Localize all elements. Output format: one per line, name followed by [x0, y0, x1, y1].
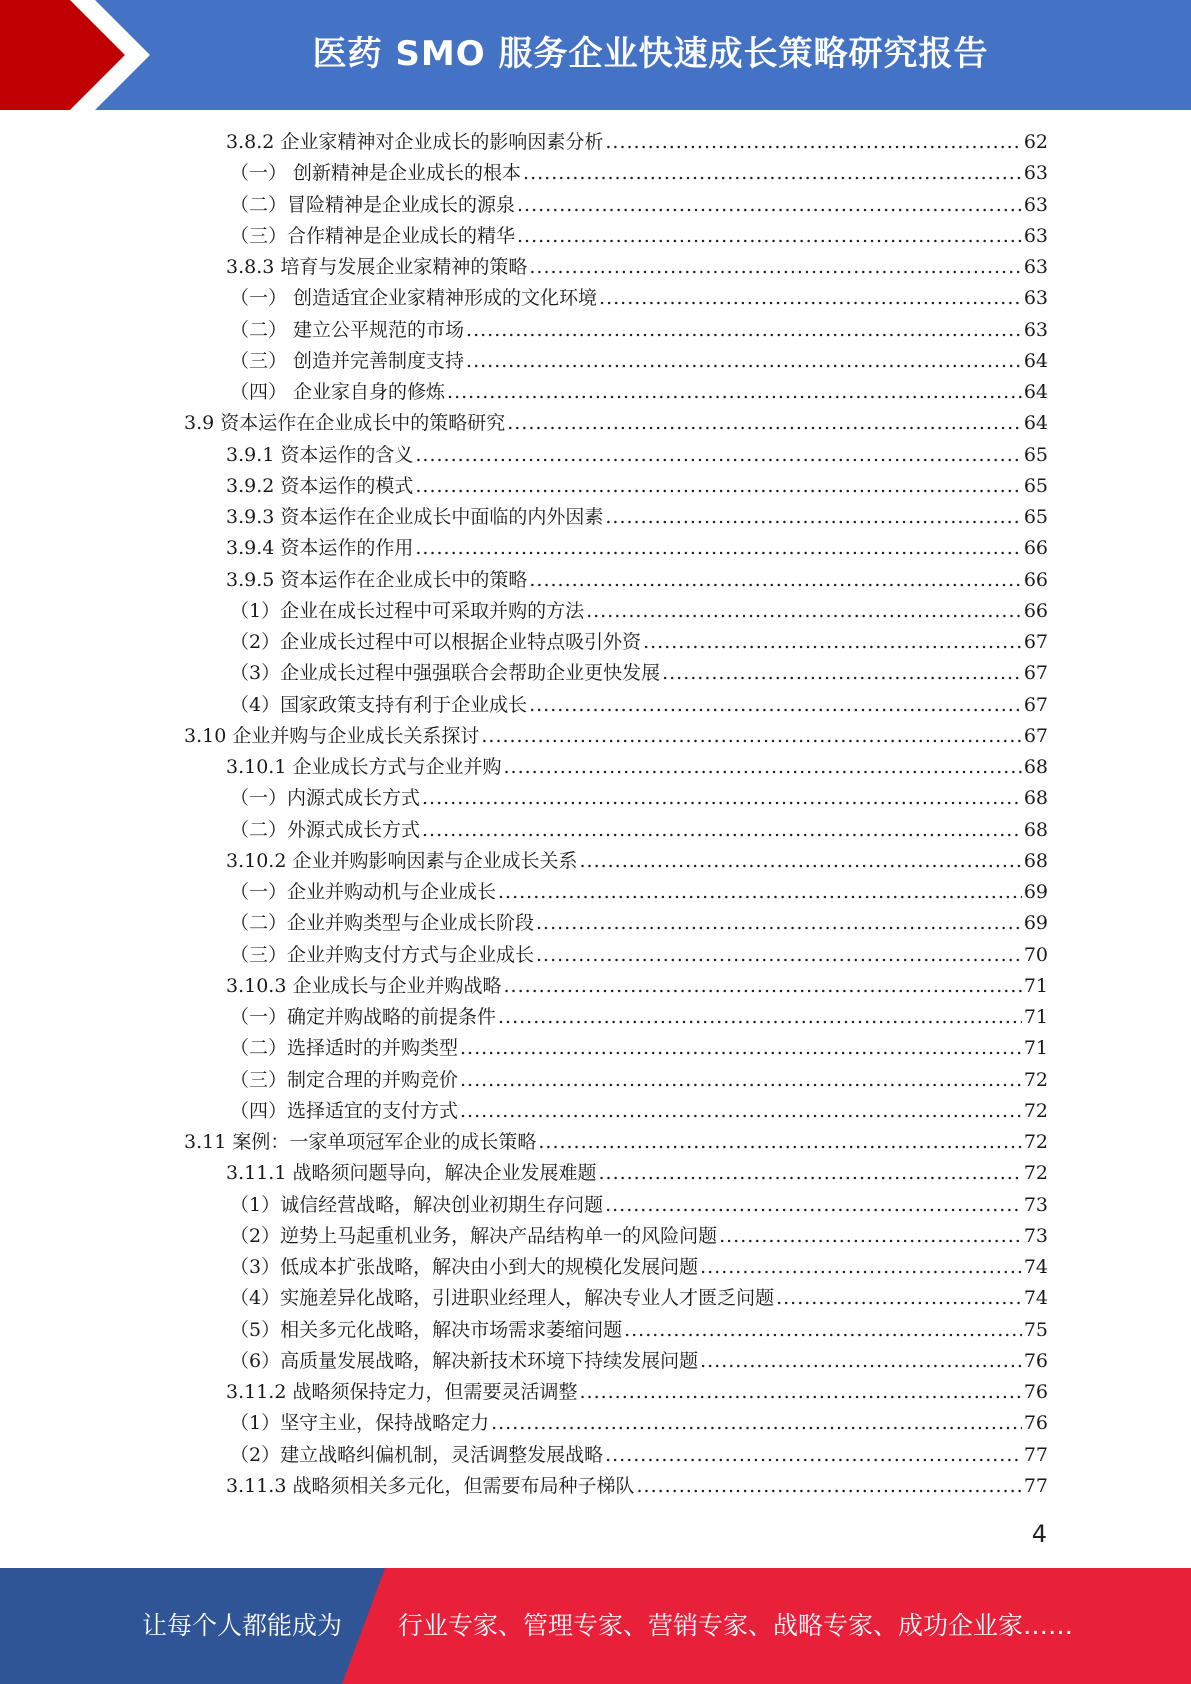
toc-dot-leader: [503, 756, 1021, 778]
toc-entry-page: 76: [1023, 1349, 1048, 1372]
toc-entry-page: 72: [1023, 1068, 1048, 1091]
toc-entry-title: （6）高质量发展战略，解决新技术环境下持续发展问题: [230, 1349, 699, 1372]
toc-entry-title: （3）企业成长过程中强强联合会帮助企业更快发展: [230, 662, 661, 685]
toc-entry-page: 68: [1023, 849, 1048, 872]
toc-entry-title: （1）坚守主业，保持战略定力: [230, 1412, 490, 1435]
toc-entry-title: （1）企业在成长过程中可采取并购的方法: [230, 599, 585, 622]
toc-entry-title: （四）选择适宜的支付方式: [230, 1099, 459, 1122]
toc-entry[interactable]: [184, 1252, 1048, 1283]
toc-entry[interactable]: [184, 940, 1048, 971]
toc-dot-leader: [460, 1069, 1022, 1091]
toc-entry[interactable]: [184, 1190, 1048, 1221]
toc-dot-leader: [529, 569, 1021, 591]
toc-entry-page: 66: [1023, 537, 1048, 560]
toc-dot-leader: [599, 287, 1022, 309]
toc-entry-page: 77: [1023, 1443, 1048, 1466]
toc-dot-leader: [415, 475, 1021, 497]
toc-entry-title: （1）诚信经营战略，解决创业初期生存问题: [230, 1193, 604, 1216]
toc-entry-title: （三） 创造并完善制度支持: [230, 349, 465, 372]
toc-dot-leader: [662, 662, 1022, 684]
toc-entry-title: （二）选择适时的并购类型: [230, 1037, 459, 1060]
toc-entry-title: （2）逆势上马起重机业务，解决产品结构单一的风险问题: [230, 1224, 718, 1247]
toc-entry-page: 66: [1023, 599, 1048, 622]
toc-entry-title: （二）企业并购类型与企业成长阶段: [230, 912, 535, 935]
toc-dot-leader: [466, 350, 1022, 372]
toc-dot-leader: [605, 1194, 1022, 1216]
toc-entry-title: 3.11.3 战略须相关多元化，但需要布局种子梯队: [226, 1474, 635, 1497]
toc-entry-page: 66: [1023, 568, 1048, 591]
toc-entry[interactable]: [184, 1065, 1048, 1096]
toc-entry[interactable]: [184, 283, 1048, 314]
toc-entry-title: （4）国家政策支持有利于企业成长: [230, 693, 528, 716]
toc-entry[interactable]: [184, 127, 1048, 158]
toc-dot-leader: [422, 819, 1022, 841]
toc-entry[interactable]: [184, 1346, 1048, 1377]
toc-dot-leader: [529, 256, 1021, 278]
toc-entry-title: 3.9.4 资本运作的作用: [226, 537, 414, 560]
toc-entry-page: 68: [1023, 756, 1048, 778]
toc-entry-page: 64: [1023, 349, 1048, 372]
page-footer: [0, 1568, 1191, 1684]
toc-dot-leader: [529, 694, 1022, 716]
toc-entry-page: 63: [1023, 318, 1048, 341]
toc-entry-page: 65: [1023, 474, 1048, 497]
toc-entry[interactable]: [184, 783, 1048, 814]
toc-entry-page: 67: [1023, 693, 1048, 716]
toc-entry-title: 3.9.5 资本运作在企业成长中的策略: [226, 568, 528, 591]
toc-entry-page: 63: [1023, 224, 1048, 247]
toc-entry-title: （三）企业并购支付方式与企业成长: [230, 943, 535, 966]
toc-entry[interactable]: [184, 471, 1048, 502]
toc-dot-leader: [460, 1100, 1022, 1122]
toc-entry[interactable]: [184, 1002, 1048, 1033]
toc-entry-title: （一）确定并购战略的前提条件: [230, 1006, 497, 1028]
footer-slogan-left: 让每个人都能成为: [142, 1611, 343, 1640]
toc-entry-title: （一）内源式成长方式: [230, 787, 421, 810]
toc-dot-leader: [466, 319, 1022, 341]
toc-entry-title: 3.9.1 资本运作的含义: [226, 443, 414, 466]
toc-entry[interactable]: [184, 877, 1048, 908]
toc-dot-leader: [605, 506, 1021, 528]
toc-entry[interactable]: [184, 1315, 1048, 1346]
toc-dot-leader: [503, 975, 1021, 997]
toc-entry-page: 71: [1023, 1006, 1048, 1028]
toc-entry-page: 62: [1023, 131, 1048, 153]
toc-dot-leader: [579, 1381, 1021, 1403]
toc-entry[interactable]: [184, 502, 1048, 533]
table-of-contents: [184, 127, 1048, 1502]
toc-entry-title: （3）低成本扩张战略，解决由小到大的规模化发展问题: [230, 1256, 699, 1278]
toc-entry-title: （一）企业并购动机与企业成长: [230, 881, 497, 903]
toc-entry-page: 71: [1023, 1037, 1048, 1060]
toc-dot-leader: [636, 1475, 1021, 1497]
toc-dot-leader: [415, 444, 1021, 466]
toc-entry-page: 68: [1023, 787, 1048, 810]
toc-entry-page: 69: [1023, 912, 1048, 935]
toc-entry-title: 3.8.2 企业家精神对企业成长的影响因素分析: [226, 131, 604, 153]
toc-entry[interactable]: [184, 752, 1048, 783]
toc-dot-leader: [523, 162, 1022, 184]
toc-dot-leader: [598, 1162, 1021, 1184]
toc-entry[interactable]: [184, 190, 1048, 221]
toc-dot-leader: [517, 225, 1022, 247]
toc-entry[interactable]: [184, 1283, 1048, 1314]
toc-entry-title: （一） 创造适宜企业家精神形成的文化环境: [230, 287, 598, 310]
toc-entry-title: 3.8.3 培育与发展企业家精神的策略: [226, 256, 528, 278]
toc-dot-leader: [422, 787, 1022, 809]
toc-entry-title: （四） 企业家自身的修炼: [230, 381, 446, 403]
toc-entry-page: 73: [1023, 1193, 1048, 1216]
toc-dot-leader: [498, 1006, 1022, 1028]
toc-entry[interactable]: [184, 221, 1048, 252]
toc-entry-page: 67: [1023, 662, 1048, 685]
toc-entry[interactable]: [184, 1408, 1048, 1439]
toc-entry[interactable]: [184, 1158, 1048, 1189]
toc-entry-page: 72: [1023, 1099, 1048, 1122]
toc-entry[interactable]: [184, 627, 1048, 658]
footer-slogan-right: 行业专家、管理专家、营销专家、战略专家、成功企业家……: [398, 1611, 1074, 1640]
toc-entry-title: 3.9 资本运作在企业成长中的策略研究: [184, 412, 506, 435]
toc-dot-leader: [624, 1319, 1022, 1341]
toc-entry-title: 3.9.2 资本运作的模式: [226, 474, 414, 497]
toc-dot-leader: [586, 600, 1022, 622]
page-header: [0, 0, 1191, 110]
toc-dot-leader: [415, 537, 1021, 559]
toc-entry[interactable]: [184, 1096, 1048, 1127]
toc-entry-page: 70: [1023, 943, 1048, 966]
toc-entry[interactable]: [184, 377, 1048, 408]
toc-dot-leader: [447, 381, 1022, 403]
toc-entry[interactable]: [184, 252, 1048, 283]
toc-dot-leader: [536, 912, 1022, 934]
toc-dot-leader: [481, 725, 1021, 747]
toc-entry-title: （2）建立战略纠偏机制，灵活调整发展战略: [230, 1443, 604, 1466]
toc-entry[interactable]: [184, 1471, 1048, 1502]
toc-entry-page: 63: [1023, 256, 1048, 278]
toc-entry[interactable]: [184, 1033, 1048, 1064]
toc-entry-title: （三）制定合理的并购竞价: [230, 1068, 459, 1091]
toc-entry-title: （4）实施差异化战略，引进职业经理人，解决专业人才匮乏问题: [230, 1287, 775, 1310]
toc-entry[interactable]: [184, 846, 1048, 877]
toc-entry-page: 64: [1023, 412, 1048, 435]
toc-entry-page: 75: [1023, 1318, 1048, 1341]
toc-entry-page: 67: [1023, 724, 1048, 747]
toc-entry-page: 74: [1023, 1256, 1048, 1278]
toc-entry-title: （二） 建立公平规范的市场: [230, 318, 465, 341]
toc-entry-page: 63: [1023, 162, 1048, 185]
toc-dot-leader: [719, 1225, 1022, 1247]
toc-entry-title: （2）企业成长过程中可以根据企业特点吸引外资: [230, 631, 642, 653]
toc-dot-leader: [700, 1256, 1022, 1278]
toc-entry-page: 71: [1023, 974, 1048, 997]
toc-entry[interactable]: [184, 533, 1048, 564]
toc-entry-title: 3.11.1 战略须问题导向，解决企业发展难题: [226, 1162, 597, 1185]
toc-entry[interactable]: [184, 721, 1048, 752]
toc-entry[interactable]: [184, 1440, 1048, 1471]
toc-dot-leader: [776, 1287, 1022, 1309]
toc-entry-page: 65: [1023, 506, 1048, 528]
toc-entry-page: 72: [1023, 1162, 1048, 1185]
toc-entry-page: 77: [1023, 1474, 1048, 1497]
toc-entry-title: 3.10 企业并购与企业成长关系探讨: [184, 724, 480, 747]
toc-entry[interactable]: [184, 1377, 1048, 1408]
toc-entry[interactable]: [184, 690, 1048, 721]
toc-entry[interactable]: [184, 658, 1048, 689]
toc-entry[interactable]: [184, 596, 1048, 627]
toc-entry-title: （二）冒险精神是企业成长的源泉: [230, 193, 516, 216]
toc-entry[interactable]: [184, 565, 1048, 596]
report-title: 医药 SMO 服务企业快速成长策略研究报告: [312, 34, 989, 74]
toc-entry[interactable]: [184, 346, 1048, 377]
toc-entry-title: 3.11.2 战略须保持定力，但需要灵活调整: [226, 1381, 578, 1403]
toc-dot-leader: [643, 631, 1022, 653]
toc-entry[interactable]: [184, 158, 1048, 189]
toc-entry-page: 67: [1023, 631, 1048, 653]
toc-entry-title: 3.10.1 企业成长方式与企业并购: [226, 756, 502, 778]
toc-entry-page: 76: [1023, 1412, 1048, 1435]
toc-entry-page: 63: [1023, 287, 1048, 310]
toc-entry-title: 3.11 案例：一家单项冠军企业的成长策略: [184, 1131, 537, 1153]
toc-entry-title: （三）合作精神是企业成长的精华: [230, 224, 516, 247]
toc-dot-leader: [491, 1412, 1022, 1434]
toc-entry-page: 64: [1023, 381, 1048, 403]
toc-dot-leader: [605, 131, 1021, 153]
toc-dot-leader: [538, 1131, 1021, 1153]
toc-entry-page: 74: [1023, 1287, 1048, 1310]
toc-entry-title: 3.9.3 资本运作在企业成长中面临的内外因素: [226, 506, 604, 528]
toc-dot-leader: [498, 881, 1022, 903]
toc-entry-title: （一） 创新精神是企业成长的根本: [230, 162, 522, 185]
toc-entry[interactable]: [184, 408, 1048, 439]
toc-entry-page: 65: [1023, 443, 1048, 466]
toc-dot-leader: [460, 1037, 1022, 1059]
toc-entry[interactable]: [184, 1127, 1048, 1158]
toc-entry[interactable]: [184, 440, 1048, 471]
toc-dot-leader: [605, 1444, 1022, 1466]
toc-entry[interactable]: [184, 908, 1048, 939]
toc-entry[interactable]: [184, 815, 1048, 846]
toc-entry-title: 3.10.2 企业并购影响因素与企业成长关系: [226, 849, 578, 872]
toc-entry-page: 69: [1023, 881, 1048, 903]
toc-dot-leader: [536, 944, 1022, 966]
toc-entry[interactable]: [184, 315, 1048, 346]
toc-entry-page: 68: [1023, 818, 1048, 841]
page-number: 4: [1031, 1520, 1047, 1548]
toc-entry-title: （5）相关多元化战略，解决市场需求萎缩问题: [230, 1318, 623, 1341]
toc-dot-leader: [507, 412, 1022, 434]
toc-dot-leader: [517, 194, 1022, 216]
toc-entry-title: （二）外源式成长方式: [230, 818, 421, 841]
toc-dot-leader: [700, 1350, 1022, 1372]
toc-entry-page: 73: [1023, 1224, 1048, 1247]
toc-entry-page: 76: [1023, 1381, 1048, 1403]
toc-dot-leader: [579, 850, 1021, 872]
toc-entry-page: 72: [1023, 1131, 1048, 1153]
toc-entry[interactable]: [184, 971, 1048, 1002]
toc-entry-title: 3.10.3 企业成长与企业并购战略: [226, 974, 502, 997]
toc-entry-page: 63: [1023, 193, 1048, 216]
toc-entry[interactable]: [184, 1221, 1048, 1252]
